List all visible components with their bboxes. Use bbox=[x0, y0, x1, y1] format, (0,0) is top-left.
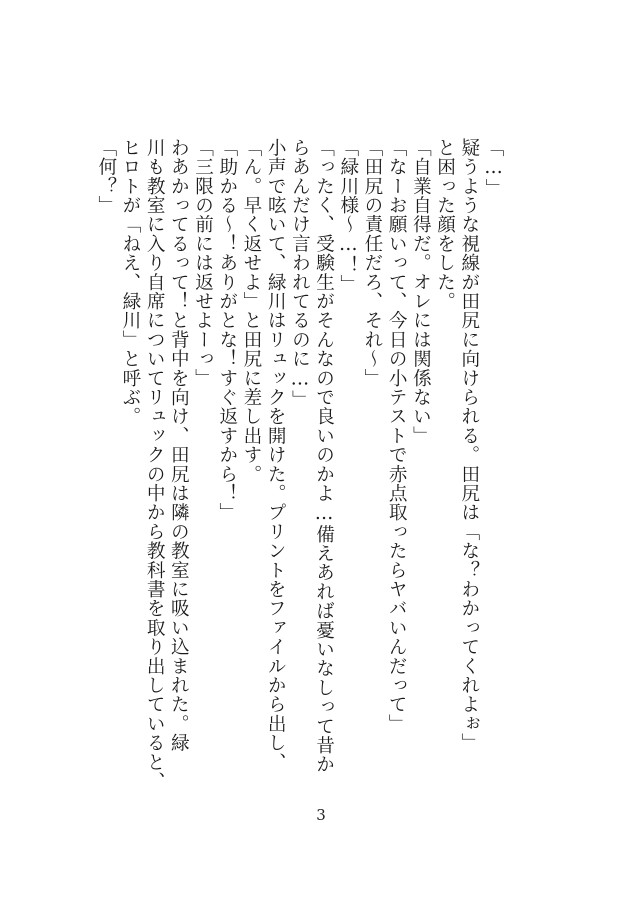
text-line: 「助かる〜！ありがとな！すぐ返すから！」 bbox=[216, 138, 238, 522]
text-line: わあかってるって！と背中を向け、田尻は隣の教室に吸い込まれた。緑 bbox=[168, 138, 190, 753]
text-line: 「田尻の責任だろ、それ〜」 bbox=[361, 138, 383, 388]
vertical-text-body bbox=[95, 138, 505, 798]
text-line: 「三限の前には返せよーっ」 bbox=[192, 138, 214, 388]
text-line: 「ん。早く返せよ」と田尻に差し出す。 bbox=[240, 138, 262, 484]
text-line: と困った顔をした。 bbox=[434, 138, 456, 311]
text-line: ヒロトが「ねえ、緑川」と呼ぶ。 bbox=[119, 138, 141, 426]
page-number: 3 bbox=[316, 806, 326, 824]
text-line: 小声で呟いて、緑川はリュックを開けた。プリントをファイルから出し、 bbox=[265, 138, 287, 772]
text-line: 疑うような視線が田尻に向けられる。田尻は「な？わかってくれよぉ」 bbox=[458, 138, 480, 753]
text-line: 「…」 bbox=[483, 138, 504, 198]
text-line: 「自業自得だ。オレには関係ない」 bbox=[410, 138, 432, 446]
text-line: 川も教室に入り自席についてリュックの中から教科書を取り出していると、 bbox=[144, 138, 166, 791]
text-line: 「何？」 bbox=[95, 138, 117, 215]
text-line: 「ったく、受験生がそんなので良いのかよ…備えあれば憂いなしって昔か bbox=[313, 138, 335, 774]
text-line: 「なーお願いって、今日の小テストで赤点取ったらヤバいんだって」 bbox=[386, 138, 408, 734]
text-line: らあんだけ言われてるのに…」 bbox=[289, 138, 311, 410]
text-line: 「緑川様〜…！」 bbox=[337, 138, 359, 294]
